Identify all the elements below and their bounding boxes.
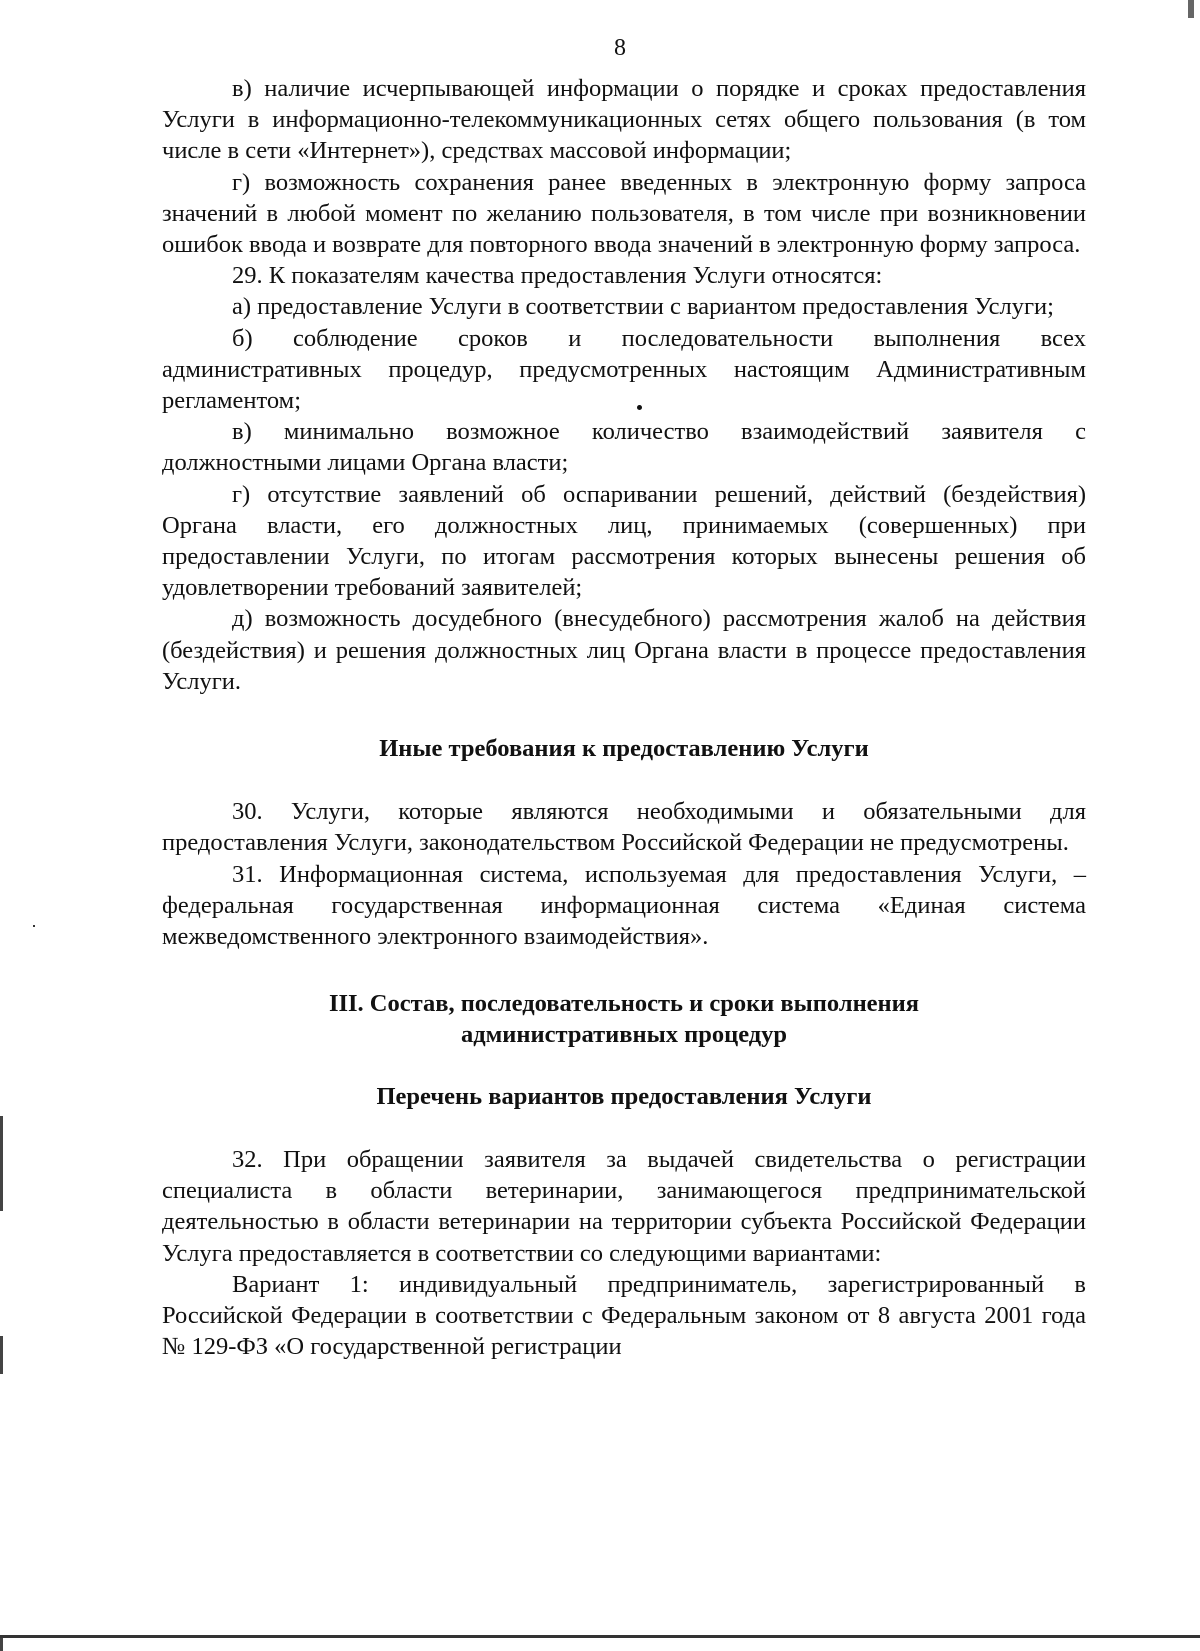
paragraph-29-d: д) возможность досудебного (внесудебного) рассмотрения жалоб на действия (бездействия) и решения должностных лиц Органа власти в процессе предоставления Услуги. (162, 605, 1086, 695)
paragraph-29-g: г) отсутствие заявлений об оспаривании решений, действий (бездействия) Органа власти, его должностных лиц, принимаемых (совершенных) при предоставлении Услуги, по итогам рассмотрения которых вынесены решения об удовлетворении требований заявителей; (162, 480, 1086, 602)
paragraph-29-v: в) минимально возможное количество взаимодействий заявителя с должностными лицами Органа власти; (162, 418, 1086, 477)
scan-dot (637, 405, 642, 410)
scan-speck (33, 925, 35, 927)
top-right-scan-mark (1188, 0, 1194, 18)
paragraph-32: 32. При обращении заявителя за выдачей свидетельства о регистрации специалиста в области ветеринарии, занимающегося предпринимательской деятельностью в области ветеринарии на территории субъекта Российской Федерации Услуга предоставляется в соответствии со следующими вариантами: (162, 1145, 1086, 1267)
heading-other-requirements: Иные требования к предоставлению Услуги (379, 735, 869, 763)
heading-variants-list: Перечень вариантов предоставления Услуги (376, 1082, 872, 1110)
heading-section-iii-line1: III. Состав, последовательность и сроки выполнения (328, 990, 920, 1018)
paragraph-30: 30. Услуги, которые являются необходимыми и обязательными для предоставления Услуги, законодательством Российской Федерации не предусмотрены. (162, 798, 1086, 857)
paragraph-variant-1: Вариант 1: индивидуальный предприниматель, зарегистрированный в Российской Федерации в соответствии с Федеральным законом от 8 августа 2001 года № 129-ФЗ «О государственной регистрации (162, 1270, 1086, 1361)
left-edge-mark (0, 1116, 3, 1211)
paragraph-31: 31. Информационная система, используемая для предоставления Услуги, – федеральная государственная информационная система «Единая система межведомственного электронного взаимодействия». (162, 860, 1086, 951)
bottom-scan-line (0, 1635, 1200, 1638)
page-number: 8 (614, 35, 626, 61)
document-body (162, 73, 1086, 1362)
paragraph-29-a: а) предоставление Услуги в соответствии с вариантом предоставления Услуги; (232, 293, 1054, 321)
left-edge-mark (0, 1336, 3, 1374)
paragraph-item-v: в) наличие исчерпывающей информации о порядке и сроках предоставления Услуги в информационно-телекоммуникационных сетях общего пользования (в том числе в сети «Интернет»), средствах массовой информации; (162, 75, 1086, 165)
paragraph-item-g: г) возможность сохранения ранее введенных в электронную форму запроса значений в любой момент по желанию пользователя, в том числе при возникновении ошибок ввода и возврате для повторного ввода значений в электронную форму запроса. (162, 168, 1086, 259)
paragraph-29: 29. К показателям качества предоставления Услуги относятся: (232, 262, 883, 290)
heading-section-iii-line2: административных процедур (460, 1021, 788, 1049)
paragraph-29-b: б) соблюдение сроков и последовательности выполнения всех административных процедур, предусмотренных настоящим Административным регламентом; (162, 324, 1086, 415)
